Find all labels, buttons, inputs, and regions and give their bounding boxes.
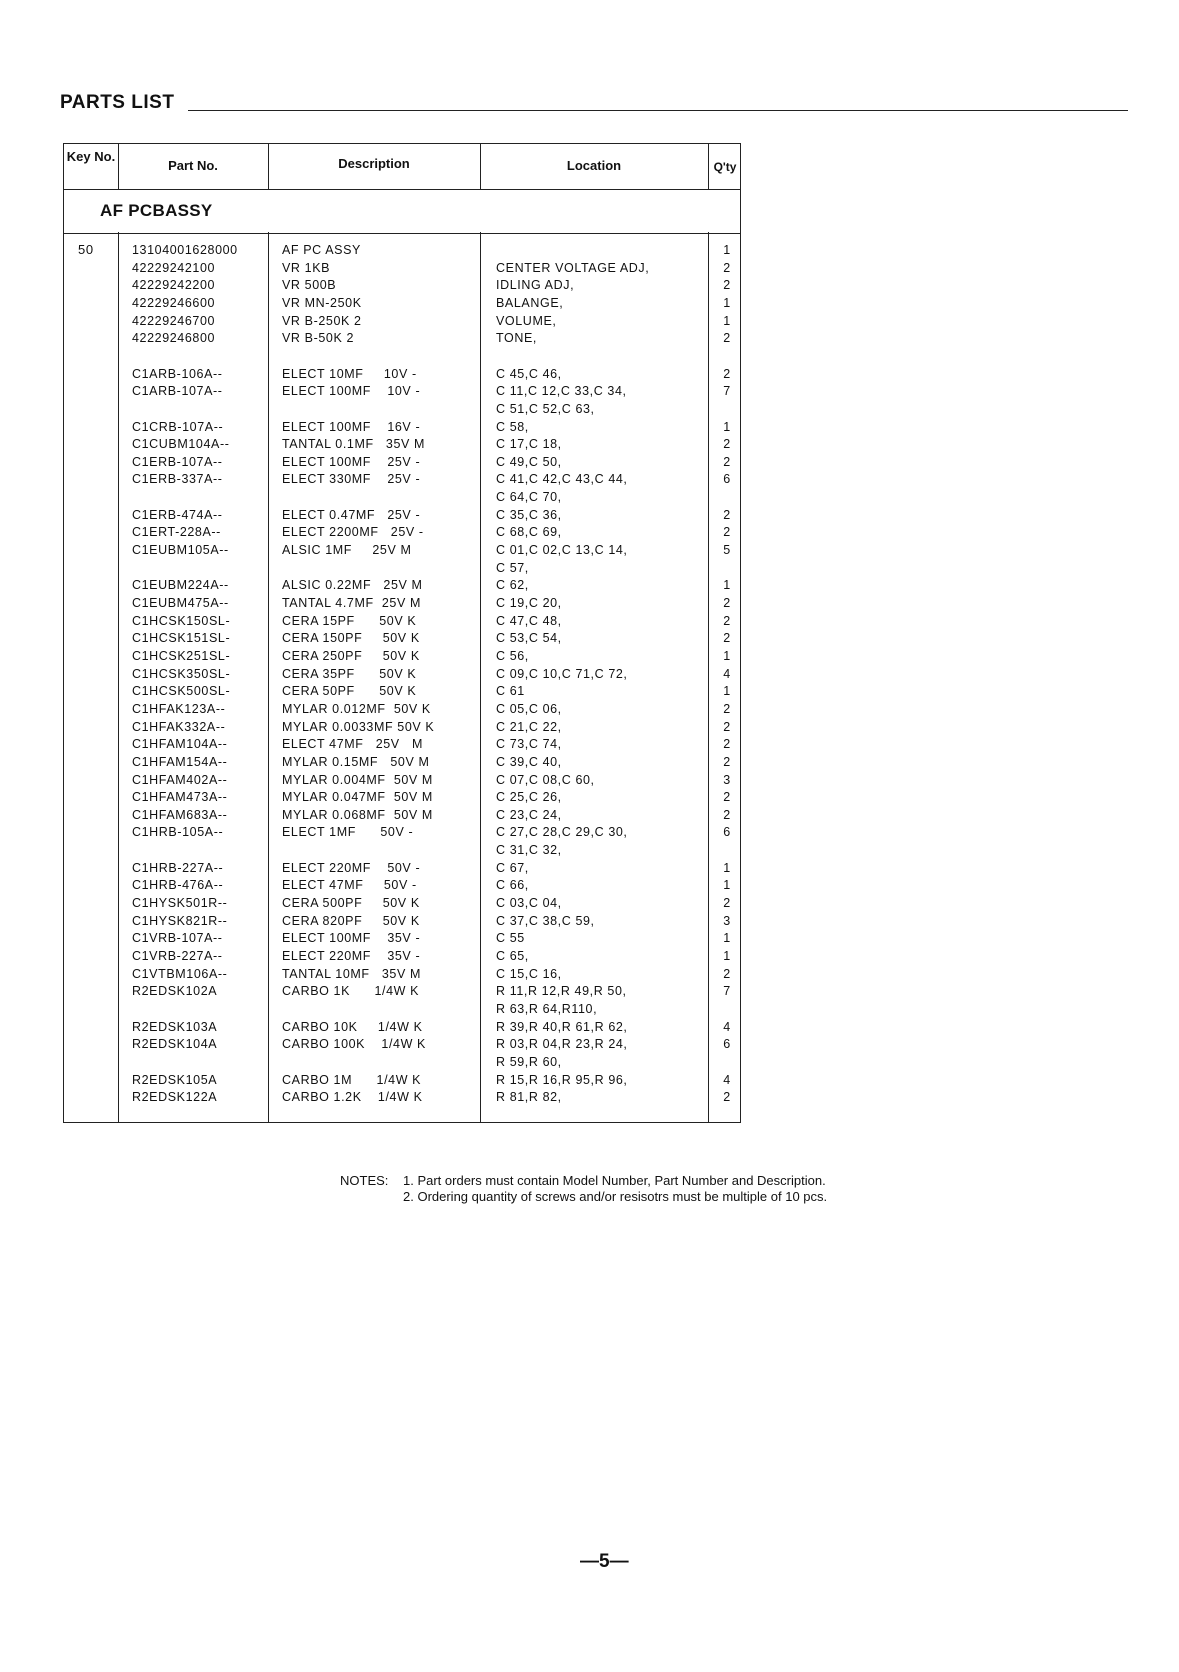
row-location: R 59,R 60, <box>496 1054 562 1069</box>
row-part-no: 42229246600 <box>132 295 216 310</box>
row-part-no: R2EDSK105A <box>132 1072 218 1087</box>
row-location: CENTER VOLTAGE ADJ, <box>496 260 650 275</box>
row-qty: 2 <box>723 790 731 805</box>
table-row <box>64 541 740 559</box>
row-key-no: 50 <box>78 242 94 257</box>
row-part-no: C1EUBM224A-- <box>132 578 229 593</box>
row-description: VR MN-250K <box>282 295 362 310</box>
row-description: ELECT 10MF 10V - <box>282 366 417 381</box>
row-description: ELECT 100MF 35V - <box>282 931 421 946</box>
table-row <box>64 929 740 947</box>
table-row <box>64 470 740 488</box>
row-description: CERA 35PF 50V K <box>282 666 417 681</box>
row-description: ALSIC 1MF 25V M <box>282 543 412 558</box>
row-location: C 41,C 42,C 43,C 44, <box>496 472 628 487</box>
table-row <box>64 1000 740 1018</box>
row-qty: 7 <box>723 984 731 999</box>
table-row <box>64 1018 740 1036</box>
row-location: C 49,C 50, <box>496 454 562 469</box>
table-row <box>64 559 740 577</box>
table-row <box>64 312 740 330</box>
row-location: C 45,C 46, <box>496 366 562 381</box>
row-qty: 2 <box>723 454 731 469</box>
row-location: C 56, <box>496 648 529 663</box>
row-location: C 58, <box>496 419 529 434</box>
row-qty: 1 <box>723 684 731 699</box>
row-location: C 31,C 32, <box>496 843 562 858</box>
row-location: C 51,C 52,C 63, <box>496 401 595 416</box>
row-part-no: C1HCSK251SL- <box>132 648 231 663</box>
table-row <box>64 612 740 630</box>
row-part-no: C1HYSK821R-- <box>132 913 228 928</box>
row-location: R 15,R 16,R 95,R 96, <box>496 1072 628 1087</box>
row-description: MYLAR 0.15MF 50V M <box>282 754 430 769</box>
row-location: C 05,C 06, <box>496 701 562 716</box>
row-location: C 57, <box>496 560 529 575</box>
row-description: ALSIC 0.22MF 25V M <box>282 578 423 593</box>
page-number: —5— <box>580 1551 629 1572</box>
row-part-no: C1ERB-474A-- <box>132 507 223 522</box>
row-location: C 03,C 04, <box>496 896 562 911</box>
row-qty: 2 <box>723 331 731 346</box>
row-location: C 53,C 54, <box>496 631 562 646</box>
row-location: C 27,C 28,C 29,C 30, <box>496 825 628 840</box>
row-location: R 11,R 12,R 49,R 50, <box>496 984 627 999</box>
row-description: MYLAR 0.012MF 50V K <box>282 701 431 716</box>
row-qty: 2 <box>723 613 731 628</box>
table-row <box>64 488 740 506</box>
row-description: ELECT 330MF 25V - <box>282 472 421 487</box>
row-qty: 4 <box>723 1019 731 1034</box>
row-description: TANTAL 4.7MF 25V M <box>282 596 421 610</box>
row-description: ELECT 2200MF 25V - <box>282 525 424 540</box>
row-part-no: R2EDSK104A <box>132 1037 218 1052</box>
table-row <box>64 965 740 983</box>
row-qty: 2 <box>723 754 731 769</box>
row-qty: 7 <box>723 384 731 399</box>
row-qty: 4 <box>723 1072 731 1087</box>
row-location: C 61 <box>496 684 525 699</box>
row-part-no: C1ARB-106A-- <box>132 366 223 381</box>
row-part-no: C1ARB-107A-- <box>132 384 223 399</box>
row-location: R 81,R 82, <box>496 1090 562 1105</box>
row-part-no: C1HFAM473A-- <box>132 790 228 805</box>
table-row <box>64 576 740 594</box>
row-qty: 6 <box>723 472 731 487</box>
row-description: ELECT 47MF 25V M <box>282 737 423 752</box>
row-part-no: 42229246800 <box>132 331 216 346</box>
table-row <box>64 823 740 841</box>
row-qty: 3 <box>723 772 731 787</box>
table-row <box>64 700 740 718</box>
row-description: VR B-250K 2 <box>282 313 362 328</box>
row-part-no: C1VRB-227A-- <box>132 949 223 963</box>
row-location: C 07,C 08,C 60, <box>496 772 595 787</box>
row-part-no: C1VRB-107A-- <box>132 931 223 946</box>
table-row <box>64 241 740 259</box>
row-location: C 09,C 10,C 71,C 72, <box>496 666 628 681</box>
table-row <box>64 329 740 347</box>
row-description: CERA 50PF 50V K <box>282 684 417 699</box>
row-location: TONE, <box>496 331 537 346</box>
row-qty: 2 <box>723 896 731 911</box>
row-location: C 19,C 20, <box>496 596 562 610</box>
row-location: C 65, <box>496 949 529 963</box>
row-qty: 2 <box>723 1090 731 1105</box>
table-row <box>64 1071 740 1089</box>
row-qty: 1 <box>723 243 731 257</box>
row-description: ELECT 47MF 50V - <box>282 878 417 893</box>
row-qty: 2 <box>723 631 731 646</box>
row-part-no: C1ERB-337A-- <box>132 472 223 487</box>
row-description: CERA 15PF 50V K <box>282 613 417 628</box>
table-row <box>64 1035 740 1053</box>
header-location: Location <box>566 158 622 173</box>
table-row <box>64 523 740 541</box>
row-description: VR B-50K 2 <box>282 331 355 346</box>
row-qty: 2 <box>723 525 731 540</box>
row-description: CARBO 10K 1/4W K <box>282 1019 423 1034</box>
row-part-no: C1HRB-476A-- <box>132 878 224 893</box>
row-qty: 2 <box>723 260 731 275</box>
table-row <box>64 947 740 965</box>
row-description: CERA 250PF 50V K <box>282 648 420 663</box>
row-location: C 35,C 36, <box>496 507 562 522</box>
row-description: ELECT 220MF 50V - <box>282 860 421 875</box>
row-description: ELECT 0.47MF 25V - <box>282 507 421 522</box>
table-row <box>64 506 740 524</box>
section-rule <box>64 233 740 234</box>
row-qty: 1 <box>723 295 731 310</box>
table-row <box>64 771 740 789</box>
row-location: C 47,C 48, <box>496 613 562 628</box>
table-row <box>64 718 740 736</box>
row-part-no: R2EDSK103A <box>132 1019 218 1034</box>
row-part-no: C1HFAM402A-- <box>132 772 228 787</box>
row-qty: 1 <box>723 419 731 434</box>
row-description: CARBO 1.2K 1/4W K <box>282 1090 423 1105</box>
row-part-no: C1CRB-107A-- <box>132 419 224 434</box>
row-description: CERA 500PF 50V K <box>282 896 420 911</box>
row-location: C 67, <box>496 860 529 875</box>
table-row <box>64 665 740 683</box>
note-item: 1. Part orders must contain Model Number, Part Number and Description. <box>403 1173 826 1188</box>
row-part-no: C1EUBM475A-- <box>132 596 229 610</box>
row-description: MYLAR 0.0033MF 50V K <box>282 719 435 734</box>
row-part-no: C1HCSK350SL- <box>132 666 231 681</box>
table-row <box>64 276 740 294</box>
row-description: MYLAR 0.068MF 50V M <box>282 807 433 822</box>
table-row <box>64 453 740 471</box>
note-item: 2. Ordering quantity of screws and/or resisotrs must be multiple of 10 pcs. <box>403 1189 828 1204</box>
row-location: C 01,C 02,C 13,C 14, <box>496 543 628 558</box>
row-location: C 39,C 40, <box>496 754 562 769</box>
section-band <box>64 190 740 232</box>
table-row <box>64 418 740 436</box>
row-location: C 23,C 24, <box>496 807 562 822</box>
row-description: ELECT 100MF 16V - <box>282 419 421 434</box>
table-row <box>64 647 740 665</box>
table-row <box>64 982 740 1000</box>
row-description: ELECT 1MF 50V - <box>282 825 414 840</box>
row-description: TANTAL 0.1MF 35V M <box>282 437 426 452</box>
row-qty: 3 <box>723 913 731 928</box>
row-part-no: C1HFAK123A-- <box>132 701 226 716</box>
header-qty: Q'ty <box>713 160 737 174</box>
row-part-no: C1ERB-107A-- <box>132 454 223 469</box>
table-row <box>64 841 740 859</box>
row-part-no: 42229242100 <box>132 260 216 275</box>
row-part-no: R2EDSK102A <box>132 984 218 999</box>
row-location: C 66, <box>496 878 529 893</box>
table-row <box>64 735 740 753</box>
row-location: C 73,C 74, <box>496 737 562 752</box>
row-qty: 1 <box>723 949 731 963</box>
table-row <box>64 894 740 912</box>
row-part-no: C1HFAM154A-- <box>132 754 228 769</box>
row-qty: 2 <box>723 507 731 522</box>
page-heading: PARTS LIST <box>60 92 175 113</box>
row-qty: 4 <box>723 666 731 681</box>
row-location: C 21,C 22, <box>496 719 562 734</box>
table-row <box>64 1053 740 1071</box>
table-row <box>64 806 740 824</box>
row-part-no: C1HFAK332A-- <box>132 719 226 734</box>
row-qty: 2 <box>723 366 731 381</box>
table-row <box>64 788 740 806</box>
row-description: MYLAR 0.004MF 50V M <box>282 772 433 787</box>
row-qty: 1 <box>723 931 731 946</box>
row-qty: 2 <box>723 701 731 716</box>
row-qty: 1 <box>723 313 731 328</box>
row-location: C 15,C 16, <box>496 966 562 981</box>
row-description: AF PC ASSY <box>282 243 361 257</box>
row-qty: 1 <box>723 878 731 893</box>
row-part-no: 42229242200 <box>132 278 216 293</box>
row-part-no: R2EDSK122A <box>132 1090 218 1105</box>
row-part-no: C1HRB-227A-- <box>132 860 224 875</box>
row-qty: 2 <box>723 966 731 981</box>
row-part-no: C1VTBM106A-- <box>132 966 228 981</box>
row-description: MYLAR 0.047MF 50V M <box>282 790 433 805</box>
row-location: C 17,C 18, <box>496 437 562 452</box>
row-qty: 2 <box>723 596 731 610</box>
header-part-no: Part No. <box>168 158 218 173</box>
row-description: VR 500B <box>282 278 337 293</box>
row-qty: 1 <box>723 648 731 663</box>
row-description: CERA 150PF 50V K <box>282 631 420 646</box>
section-title: AF PCBASSY <box>100 201 213 220</box>
row-location: BALANGE, <box>496 295 564 310</box>
row-part-no: C1HFAM683A-- <box>132 807 228 822</box>
table-row <box>64 382 740 400</box>
row-location: R 63,R 64,R110, <box>496 1001 598 1016</box>
table-row <box>64 347 740 365</box>
row-location: C 68,C 69, <box>496 525 562 540</box>
row-description: TANTAL 10MF 35V M <box>282 966 421 981</box>
row-location: C 37,C 38,C 59, <box>496 913 595 928</box>
row-description: CERA 820PF 50V K <box>282 913 420 928</box>
table-row <box>64 365 740 383</box>
row-location: C 25,C 26, <box>496 790 562 805</box>
row-part-no: C1EUBM105A-- <box>132 543 229 558</box>
row-location: R 39,R 40,R 61,R 62, <box>496 1019 628 1034</box>
table-row <box>64 682 740 700</box>
row-qty: 1 <box>723 578 731 593</box>
row-qty: 2 <box>723 719 731 734</box>
row-part-no: C1HCSK150SL- <box>132 613 231 628</box>
row-part-no: C1HYSK501R-- <box>132 896 228 911</box>
row-part-no: C1HRB-105A-- <box>132 825 224 840</box>
row-part-no: C1CUBM104A-- <box>132 437 230 452</box>
row-location: C 64,C 70, <box>496 490 562 505</box>
row-part-no: C1HCSK151SL- <box>132 631 231 646</box>
row-qty: 6 <box>723 825 731 840</box>
row-qty: 2 <box>723 278 731 293</box>
row-description: CARBO 1M 1/4W K <box>282 1072 422 1087</box>
row-part-no: 13104001628000 <box>132 243 238 257</box>
row-qty: 6 <box>723 1037 731 1052</box>
row-location: C 62, <box>496 578 529 593</box>
header-description: Description <box>338 156 410 171</box>
row-qty: 2 <box>723 437 731 452</box>
table-row <box>64 629 740 647</box>
table-row <box>64 594 740 612</box>
row-part-no: C1HCSK500SL- <box>132 684 231 699</box>
notes-label: NOTES: <box>340 1173 389 1188</box>
row-location: C 11,C 12,C 33,C 34, <box>496 384 627 399</box>
row-part-no: C1ERT-228A-- <box>132 525 221 540</box>
table-row <box>64 859 740 877</box>
table-row <box>64 400 740 418</box>
row-description: ELECT 100MF 25V - <box>282 454 421 469</box>
header-key-no: Key No. <box>66 149 116 164</box>
table-row <box>64 294 740 312</box>
row-description: CARBO 100K 1/4W K <box>282 1037 426 1052</box>
row-description: CARBO 1K 1/4W K <box>282 984 420 999</box>
row-part-no: 42229246700 <box>132 313 216 328</box>
table-row <box>64 259 740 277</box>
row-qty: 5 <box>723 543 731 558</box>
table-row <box>64 1088 740 1106</box>
row-location: C 55 <box>496 931 525 946</box>
row-location: IDLING ADJ, <box>496 278 575 293</box>
row-part-no: C1HFAM104A-- <box>132 737 228 752</box>
table-row <box>64 435 740 453</box>
row-description: ELECT 100MF 10V - <box>282 384 421 399</box>
table-row <box>64 912 740 930</box>
row-location: VOLUME, <box>496 313 557 328</box>
row-location: R 03,R 04,R 23,R 24, <box>496 1037 628 1052</box>
row-description: ELECT 220MF 35V - <box>282 949 421 963</box>
table-row <box>64 753 740 771</box>
parts-table <box>63 143 741 1123</box>
heading-rule <box>188 110 1128 111</box>
row-qty: 2 <box>723 737 731 752</box>
row-qty: 1 <box>723 860 731 875</box>
row-qty: 2 <box>723 807 731 822</box>
row-description: VR 1KB <box>282 260 331 275</box>
table-row <box>64 876 740 894</box>
